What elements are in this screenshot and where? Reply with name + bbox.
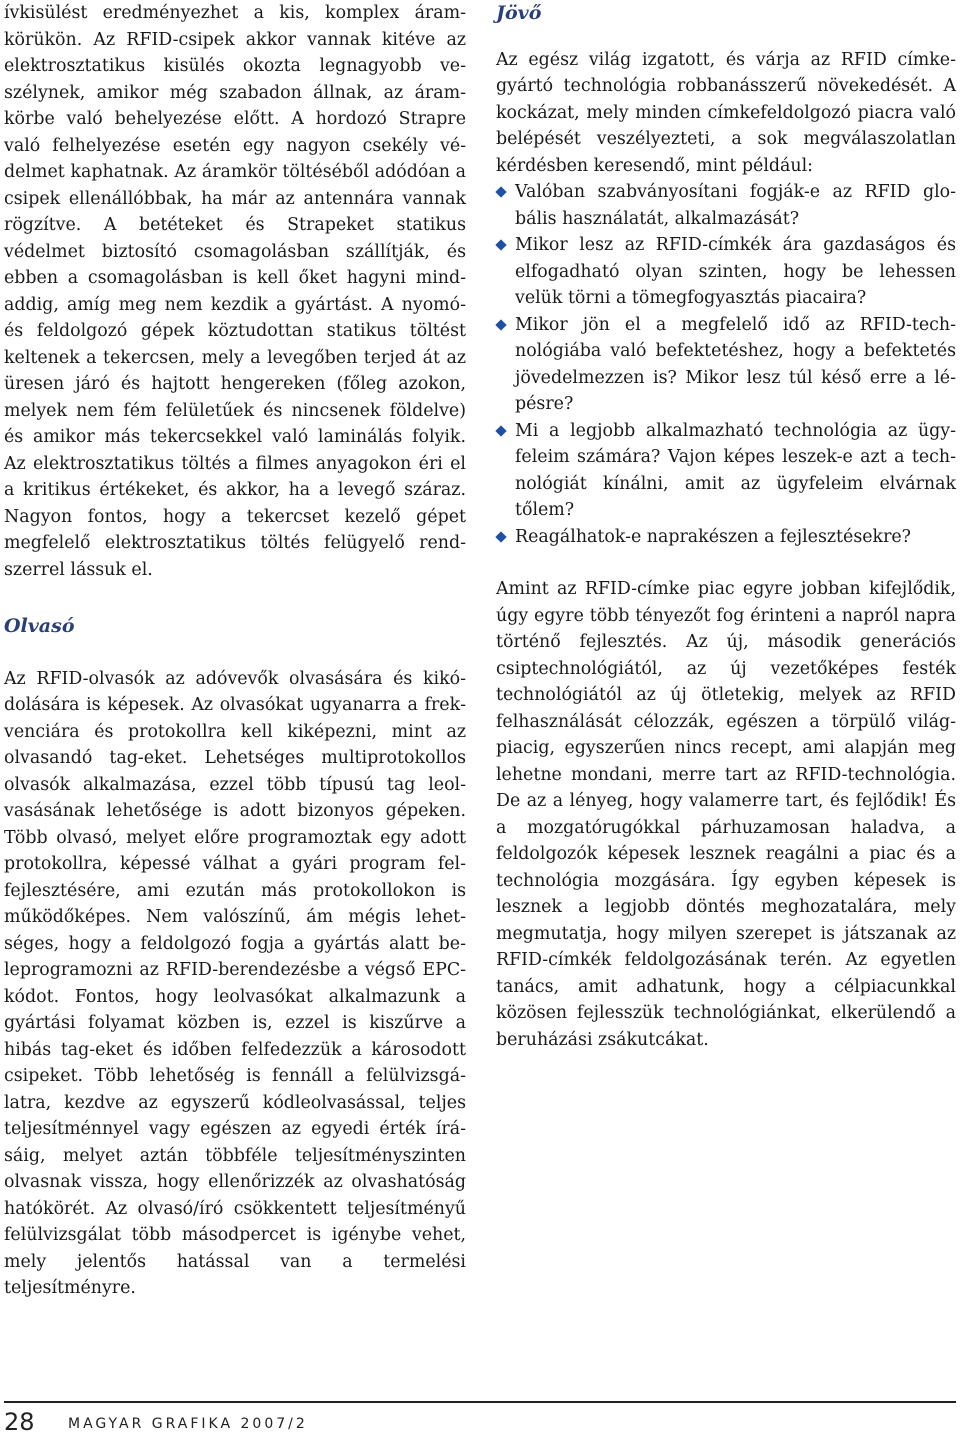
list-item: Mikor lesz az RFID-címkék ára gazdaságos és elfogadható olyan szinten, hogy be lehessen velük törni a tömegfogyasztás piacaira? <box>496 232 956 312</box>
diamond-bullet-icon <box>495 319 506 330</box>
diamond-bullet-icon <box>495 425 506 436</box>
diamond-bullet-icon <box>495 186 506 197</box>
body-paragraph-esd: ívkisülést eredményezhet a kis, komplex áramkörükön. Az RFID-csipek akkor vannak kitéve az elektrosztatikus kisülés okozta legnagyobb veszélynek, amikor még szabadon állnak, az áramkörbe való behelyezése előtt. A hordozó Strapre való felhelyezése esetén egy nagyon csekély védelmet kaphatnak. Az áramkör töltéséből adódóan a csipek ellenállóbbak, ha már az antennára vannak rögzítve. A betéteket és Strapeket statikus védelmet biztosító csomagolásban szállítják, és ebben a csomagolásban is kell őket hagyni mindaddig, amíg meg nem kezdik a gyártást. A nyomó- és feldolgozó gépek köztudottan statikus töltést keltenek a tekercsen, mely a levegőben terjed át az üresen járó és hajtott hengereken (főleg azokon, melyek nem fém felületűek és nincsenek földelve) és amikor más tekercsekkel való laminálás folyik. Az elektrosztatikus töltés a filmes anyagokon éri el a kritikus értékeket, és akkor, ha a levegő száraz. Nagyon fontos, hogy a tekercset kezelő gépet megfelelő elektrosztatikus töltés felügyelő rendszerrel lássuk el. <box>4 3 466 580</box>
list-item: Reagálhatok-e naprakészen a fejlesztésekre? <box>496 524 956 551</box>
journal-title: MAGYAR GRAFIKA 2007/2 <box>68 1416 308 1432</box>
question-list <box>496 179 956 550</box>
list-item: Valóban szabványosítani fogják-e az RFID globális használatát, alkalmazását? <box>496 179 956 232</box>
body-paragraph-reader: Az RFID-olvasók az adóvevők olvasására és kikódolására is képesek. Az olvasókat ugyanarra a frekvenciára és protokollra kell kiképezni, mint az olvasandó tag-eket. Lehetséges multiprotokollos olvasók alkalmazása, ezzel több típusú tag leolvasásának lehetősége is adott bizonyos gépeken. Több olvasó, melyet előre programoztak egy adott protokollra, képessé válhat a gyári program felfejlesztésére, ami ezután más protokollokon is működőképes. Nem valószínű, ám mégis lehetséges, hogy a feldolgozó fogja a gyártás alatt beleprogramozni az RFID-berendezésbe a végső EPC-kódot. Fontos, hogy leolvasókat alkalmazunk a gyártási folyamat közben is, ezzel is kiszűrve a hibás tag-eket és időben felfedezzük a károsodott csipeket. Több lehetőség is fennáll a felülvizsgálatra, kezdve az egyszerű kódleolvasással, teljes teljesítménnyel vagy egészen az egyedi érték írásáig, melyet aztán többféle teljesítményszinten olvasnak vissza, hogy ellenőrizzék az olvashatóság hatókörét. Az olvasó/író csökkentett teljesítményű felülvizsgálat több másodpercet is igénybe vehet, mely jelentős hatással van a termelési teljesítményre. <box>4 668 466 1298</box>
list-item: Mikor jön el a megfelelő idő az RFID-technológiába való befektetéshez, hogy a befektetés jövedelmezzen is? Mikor lesz túl késő erre a lépésre? <box>496 312 956 418</box>
body-paragraph-future-intro: Az egész világ izgatott, és várja az RFID címkegyártó technológia robbanásszerű növekedését. A kockázat, mely minden címkefeldolgozó piacra való belépését veszélyezteti, a sok megválaszolatlan kérdésben keresendő, mint például: <box>496 49 956 176</box>
diamond-bullet-icon <box>495 239 506 250</box>
footer-divider <box>4 1401 956 1403</box>
diamond-bullet-icon <box>495 531 506 542</box>
right-column <box>496 0 956 1053</box>
page-number: 28 <box>4 1408 35 1436</box>
body-paragraph-future-closing: Amint az RFID-címke piac egyre jobban kifejlődik, úgy egyre több tényezőt fog érinteni a napról napra történő fejlesztés. Az új, második generációs csiptechnológiától, az új vezetőképes festék technológiától az új ötletekig, melyek az RFID felhasználását célozzák, egészen a törpülő világpiacig, egyszerűen nincs recept, ami alapján meg lehetne mondani, merre tart az RFID-technológia. De az a lényeg, hogy valamerre tart, és fejlődik! És a mozgatórugókkal párhuzamosan haladva, a feldolgozók képesek lesznek reagálni a piac és a technológia mozgására. Így egyben képesek is lesznek a legjobb döntés meghozatalára, mely megmutatja, hogy milyen szerepet is játszanak az RFID-címkék feldolgozásának terén. Az egyetlen tanács, amit adhatunk, hogy a célpiacunkkal közösen fejlesszük technológiánkat, elkerülendő a beruházási zsákutcákat. <box>496 579 956 1050</box>
list-item: Mi a legjobb alkalmazható technológia az ügyfeleim számára? Vajon képes leszek-e azt a technológiát kínálni, amit az ügyfeleim elvárnak tőlem? <box>496 418 956 524</box>
section-heading-future: Jövő <box>496 2 542 24</box>
section-heading-reader: Olvasó <box>4 615 75 637</box>
left-column <box>4 0 466 1302</box>
